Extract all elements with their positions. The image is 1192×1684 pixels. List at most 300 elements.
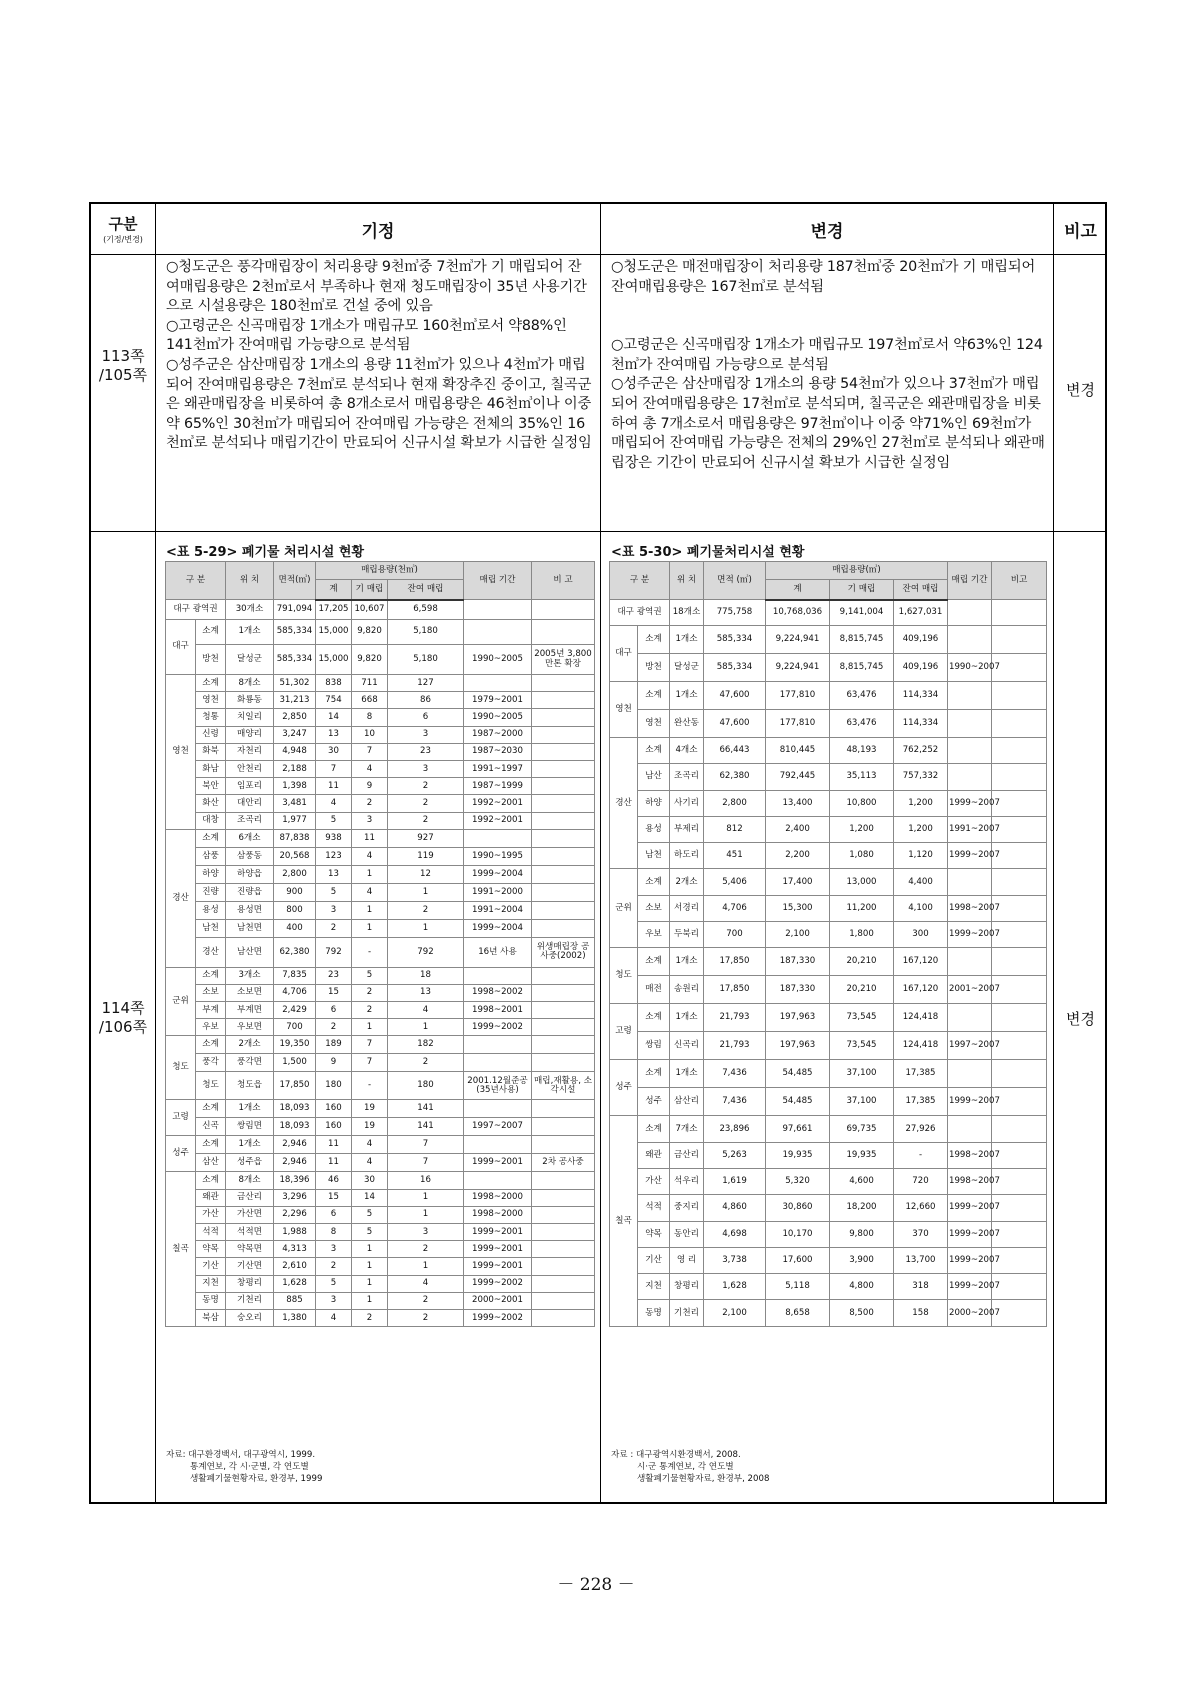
cell: 197,963 (766, 1032, 830, 1060)
table-after (609, 561, 1047, 1327)
cell: 가산면 (226, 1206, 274, 1223)
cell: 창평리 (226, 1275, 274, 1292)
cell: 2 (352, 984, 388, 1001)
header-filled: 기 매립 (352, 580, 388, 600)
cell: 경산 (196, 937, 226, 967)
row1-note: 변경 (1066, 381, 1095, 399)
cell: 15 (316, 984, 352, 1001)
cell: 119 (388, 847, 464, 865)
cell: 1997~2007 (464, 1118, 532, 1136)
cell: 하도리 (670, 843, 704, 869)
divider (155, 204, 156, 1502)
cell: 30,860 (766, 1195, 830, 1221)
cell: 30 (352, 1172, 388, 1189)
table-row (166, 883, 595, 901)
cell: 2,400 (766, 816, 830, 842)
table-row (166, 967, 595, 984)
cell (532, 883, 595, 901)
region-cell: 대구 (610, 626, 638, 682)
table-row (610, 922, 1047, 948)
region-cell: 대구 (166, 620, 196, 675)
cell: 소계 (196, 675, 226, 692)
table-row (166, 847, 595, 865)
cell: - (352, 937, 388, 967)
header-location: 위 치 (670, 562, 704, 600)
table-before-title: <표 5-29> 폐기물 처리시설 현황 (166, 545, 365, 560)
cell: 두북리 (670, 922, 704, 948)
cell: 임포리 (226, 778, 274, 795)
cell: 4,400 (894, 869, 948, 895)
cell: 1998~2000 (464, 1206, 532, 1223)
cell: 10,170 (766, 1221, 830, 1247)
cell (992, 869, 1047, 895)
cell (532, 967, 595, 984)
cell: 안천리 (226, 760, 274, 777)
cell: 2 (388, 1054, 464, 1072)
cell: 17,400 (766, 869, 830, 895)
table-row (166, 829, 595, 847)
cell: 1999~2001 (464, 1154, 532, 1172)
cell: 160 (316, 1118, 352, 1136)
cell: 1개소 (670, 682, 704, 710)
cell (532, 1100, 595, 1118)
cell: 소보면 (226, 984, 274, 1001)
cell (464, 1172, 532, 1189)
cell: 1개소 (670, 626, 704, 654)
cell: 21,793 (704, 1032, 766, 1060)
cell: 127 (388, 675, 464, 692)
row2-label-line2: /106쪽 (98, 1018, 148, 1036)
cell: 기산 (196, 1258, 226, 1275)
cell: 하양 (196, 865, 226, 883)
cell: 1 (352, 901, 388, 919)
cell: 47,600 (704, 710, 766, 738)
cell: 4 (352, 1136, 388, 1154)
cell: 소계 (196, 1136, 226, 1154)
cell: 성주 (638, 1088, 670, 1116)
header-remaining: 잔여 매립 (894, 580, 948, 600)
cell: 17,850 (704, 976, 766, 1004)
table-row (166, 1019, 595, 1036)
cell: 화남 (196, 760, 226, 777)
cell: 13,000 (830, 869, 894, 895)
cell: 2 (388, 795, 464, 812)
header-capacity: 매립용량(천㎥) (316, 562, 464, 580)
cell: 북삼 (196, 1309, 226, 1326)
cell: 16 (388, 1172, 464, 1189)
cell: 1999~2007 (948, 1088, 992, 1116)
cell: 19 (352, 1100, 388, 1118)
cell: 3 (388, 760, 464, 777)
cell: 1,200 (830, 816, 894, 842)
region-cell: 영천 (610, 682, 638, 738)
cell: 1998~2007 (948, 1142, 992, 1168)
cell: 720 (894, 1168, 948, 1194)
table-row (166, 1002, 595, 1019)
cell (532, 795, 595, 812)
cell: 9 (352, 778, 388, 795)
cell: 3,481 (274, 795, 316, 812)
cell: 8,815,745 (830, 626, 894, 654)
cell: 7개소 (670, 1116, 704, 1142)
cell: 1997~2007 (948, 1032, 992, 1060)
cell: 1 (388, 1019, 464, 1036)
cell: 13,400 (766, 790, 830, 816)
cell (948, 1004, 992, 1032)
cell: 소보 (196, 984, 226, 1001)
cell (532, 1189, 595, 1206)
cell: 20,210 (830, 948, 894, 976)
cell: 1991~2000 (464, 883, 532, 901)
table-row (166, 919, 595, 937)
table-row (166, 692, 595, 709)
cell: 938 (316, 829, 352, 847)
cell (532, 1002, 595, 1019)
table-row (166, 709, 595, 726)
cell: 영천 (638, 710, 670, 738)
cell: 풍각면 (226, 1054, 274, 1072)
cell: 매립,재활용, 소각시설 (532, 1072, 595, 1100)
cell: 동안리 (670, 1221, 704, 1247)
cell: 2 (388, 778, 464, 795)
cell: 160 (316, 1100, 352, 1118)
cell: 775,758 (704, 600, 766, 626)
before-para-cheongdo: ○청도군은 풍각매립장이 처리용량 9천㎥중 7천㎥가 기 매립되어 잔여매립용량은 2천㎥로서 부족하나 현재 청도매립장이 35년 사용기간으로 시설용량은 180천㎥로 건설 중에 있음 (166, 259, 587, 315)
cell: 가산 (638, 1168, 670, 1194)
cell: 9,820 (352, 620, 388, 645)
table-row (610, 1032, 1047, 1060)
cell: 7 (352, 1054, 388, 1072)
cell: 소계 (196, 1036, 226, 1054)
cell: 3개소 (226, 967, 274, 984)
cell: 1,628 (704, 1274, 766, 1300)
region-cell: 경산 (610, 738, 638, 869)
cell: 8,815,745 (830, 654, 894, 682)
cell (948, 1060, 992, 1088)
cell (992, 626, 1047, 654)
table-row (610, 790, 1047, 816)
cell: 1,080 (830, 843, 894, 869)
table-row (166, 1224, 595, 1241)
cell: 23 (316, 967, 352, 984)
cell: 13 (388, 984, 464, 1001)
header-before: 기정 (361, 221, 395, 242)
cell: 62,380 (704, 764, 766, 790)
cell: 8개소 (226, 1172, 274, 1189)
cell: 124,418 (894, 1004, 948, 1032)
cell: 167,120 (894, 948, 948, 976)
cell (532, 760, 595, 777)
table-row (610, 948, 1047, 976)
cell: 우보 (638, 922, 670, 948)
cell: 370 (894, 1221, 948, 1247)
cell: 9,224,941 (766, 626, 830, 654)
cell (532, 847, 595, 865)
cell: 73,545 (830, 1032, 894, 1060)
cell: 약목 (196, 1241, 226, 1258)
table-row (166, 1206, 595, 1223)
cell: 13 (316, 726, 352, 743)
table-row (166, 1241, 595, 1258)
cell: 451 (704, 843, 766, 869)
cell: 서경리 (670, 895, 704, 921)
header-division-sub: (기정/변경) (103, 235, 143, 244)
cell (464, 675, 532, 692)
cell: - (894, 1142, 948, 1168)
cell: 2 (388, 901, 464, 919)
cell: 6 (316, 1002, 352, 1019)
table-row (610, 816, 1047, 842)
cell: 2 (316, 1258, 352, 1275)
cell: 1개소 (226, 1100, 274, 1118)
cell: 838 (316, 675, 352, 692)
cell: 용성면 (226, 901, 274, 919)
cell (532, 1136, 595, 1154)
cell (532, 984, 595, 1001)
cell: 1999~2004 (464, 919, 532, 937)
cell: 2개소 (670, 869, 704, 895)
cell: 7 (388, 1154, 464, 1172)
cell: 4 (388, 1002, 464, 1019)
cell: 왜관 (196, 1189, 226, 1206)
cell (948, 626, 992, 654)
table-row (610, 1142, 1047, 1168)
cell: 부계면 (226, 1002, 274, 1019)
cell (992, 738, 1047, 764)
cell: 48,193 (830, 738, 894, 764)
cell: 27,926 (894, 1116, 948, 1142)
header-note: 비고 (1064, 221, 1097, 242)
table-row (610, 626, 1047, 654)
table-row (166, 901, 595, 919)
cell (532, 1224, 595, 1241)
cell: 2,100 (704, 1300, 766, 1326)
cell (464, 620, 532, 645)
cell: 73,545 (830, 1004, 894, 1032)
table-row (166, 795, 595, 812)
cell: 1,977 (274, 812, 316, 829)
cell (532, 1019, 595, 1036)
cell: 19 (352, 1118, 388, 1136)
cell: 소계 (196, 967, 226, 984)
cell: 1 (352, 1019, 388, 1036)
cell: 소계 (196, 1172, 226, 1189)
cell: 영 리 (670, 1247, 704, 1273)
cell: 소계 (638, 948, 670, 976)
cell: 1,627,031 (894, 600, 948, 626)
table-row (610, 1004, 1047, 1032)
cell: 8 (352, 709, 388, 726)
table-row (610, 1221, 1047, 1247)
cell: 3,738 (704, 1247, 766, 1273)
cell: 청도 (196, 1072, 226, 1100)
cell: 18 (388, 967, 464, 984)
cell: 남천 (638, 843, 670, 869)
cell: 부계 (196, 1002, 226, 1019)
cell: 14 (352, 1189, 388, 1206)
table-row (166, 778, 595, 795)
cell (948, 710, 992, 738)
cell: 3 (388, 1224, 464, 1241)
cell: 8 (316, 1224, 352, 1241)
cell: 영천 (196, 692, 226, 709)
cell: 석적 (196, 1224, 226, 1241)
cell: 123 (316, 847, 352, 865)
cell: 매양리 (226, 726, 274, 743)
cell: 86 (388, 692, 464, 709)
cell: 위생매립장 공사중(2002) (532, 937, 595, 967)
cell: 4,313 (274, 1241, 316, 1258)
cell: 62,380 (274, 937, 316, 967)
header-area: 면적 (㎥) (704, 562, 766, 600)
cell: 12,660 (894, 1195, 948, 1221)
cell: 8개소 (226, 675, 274, 692)
source-line: 생활폐기물현황자료, 환경부, 2008 (637, 1474, 770, 1484)
row1-before-text (166, 258, 592, 454)
cell: 20,210 (830, 976, 894, 1004)
revision-table (89, 202, 1107, 1504)
cell: 2000~2007 (948, 1300, 992, 1326)
cell (532, 620, 595, 645)
cell: 달성군 (670, 654, 704, 682)
cell: 신령 (196, 726, 226, 743)
cell: 114,334 (894, 682, 948, 710)
cell: 3,247 (274, 726, 316, 743)
cell: 66,443 (704, 738, 766, 764)
cell: 15 (316, 1189, 352, 1206)
cell: 용성 (638, 816, 670, 842)
cell: 180 (388, 1072, 464, 1100)
cell (532, 1275, 595, 1292)
table-row (610, 1247, 1047, 1273)
cell (992, 710, 1047, 738)
cell: 300 (894, 922, 948, 948)
cell: 180 (316, 1072, 352, 1100)
table-row (610, 895, 1047, 921)
cell: 2 (388, 1241, 464, 1258)
cell: 711 (352, 675, 388, 692)
cell: 소계 (638, 869, 670, 895)
cell: 4,698 (704, 1221, 766, 1247)
cell: 왜관 (638, 1142, 670, 1168)
cell: 1999~2001 (464, 1258, 532, 1275)
table-row (610, 1060, 1047, 1088)
cell: 6,598 (388, 600, 464, 620)
cell: 13 (316, 865, 352, 883)
cell (532, 675, 595, 692)
cell (948, 948, 992, 976)
cell: 11 (316, 1136, 352, 1154)
header-remaining: 잔여 매립 (388, 580, 464, 600)
cell: 2 (388, 1292, 464, 1309)
cell: 197,963 (766, 1004, 830, 1032)
source-line: 통계연보, 각 시·군별, 각 연도별 (190, 1462, 309, 1472)
cell: 석적면 (226, 1224, 274, 1241)
cell: 4 (316, 795, 352, 812)
cell: 1,988 (274, 1224, 316, 1241)
cell: 177,810 (766, 710, 830, 738)
cell: 5,406 (704, 869, 766, 895)
cell (532, 1258, 595, 1275)
cell: 1991~2004 (464, 901, 532, 919)
cell: 10,607 (352, 600, 388, 620)
cell: 4,706 (704, 895, 766, 921)
cell: 810,445 (766, 738, 830, 764)
cell (948, 869, 992, 895)
cell: 4 (352, 883, 388, 901)
table-row (166, 1036, 595, 1054)
cell: 19,935 (766, 1142, 830, 1168)
cell: 812 (704, 816, 766, 842)
cell: 13,700 (894, 1247, 948, 1273)
cell: 조곡리 (670, 764, 704, 790)
cell: 2,946 (274, 1136, 316, 1154)
cell: 동명 (638, 1300, 670, 1326)
cell: 6개소 (226, 829, 274, 847)
cell: 3,296 (274, 1189, 316, 1206)
table-row (166, 812, 595, 829)
cell: 동명 (196, 1292, 226, 1309)
cell: 46 (316, 1172, 352, 1189)
cell: 매전 (638, 976, 670, 1004)
cell: 5 (316, 883, 352, 901)
cell (948, 682, 992, 710)
cell: 2 (316, 919, 352, 937)
header-note: 비 고 (532, 562, 595, 600)
cell: 1,628 (274, 1275, 316, 1292)
table-row (610, 1300, 1047, 1326)
cell: 1999~2007 (948, 922, 992, 948)
row1-after-text (611, 258, 1045, 473)
cell: 12 (388, 865, 464, 883)
table-row (166, 984, 595, 1001)
table-row (166, 937, 595, 967)
cell: 석적 (638, 1195, 670, 1221)
table-row (166, 620, 595, 645)
cell: 청도읍 (226, 1072, 274, 1100)
cell: 2,800 (274, 865, 316, 883)
cell: 화산 (196, 795, 226, 812)
cell: 17,850 (704, 948, 766, 976)
cell: 남천 (196, 919, 226, 937)
source-line: 시·군 통계연보, 각 연도별 (637, 1462, 734, 1472)
table-row (166, 1100, 595, 1118)
cell: 1 (388, 1258, 464, 1275)
cell: 114,334 (894, 710, 948, 738)
cell: 금산리 (670, 1142, 704, 1168)
cell: 방천 (638, 654, 670, 682)
cell (948, 600, 992, 626)
cell: 762,252 (894, 738, 948, 764)
cell: 2 (388, 812, 464, 829)
cell: 대안리 (226, 795, 274, 812)
region-cell: 청도 (166, 1036, 196, 1100)
table-row (610, 682, 1047, 710)
cell: 대구 광역권 (610, 600, 670, 626)
cell: 1999~2007 (948, 790, 992, 816)
cell: 조곡리 (226, 812, 274, 829)
cell: 318 (894, 1274, 948, 1300)
cell: 1,200 (894, 790, 948, 816)
cell: 4,706 (274, 984, 316, 1001)
cell: 1 (352, 919, 388, 937)
cell: 4 (352, 847, 388, 865)
cell: 삼풍 (196, 847, 226, 865)
cell: 소보 (638, 895, 670, 921)
cell: 87,838 (274, 829, 316, 847)
cell (532, 1292, 595, 1309)
cell (464, 600, 532, 620)
